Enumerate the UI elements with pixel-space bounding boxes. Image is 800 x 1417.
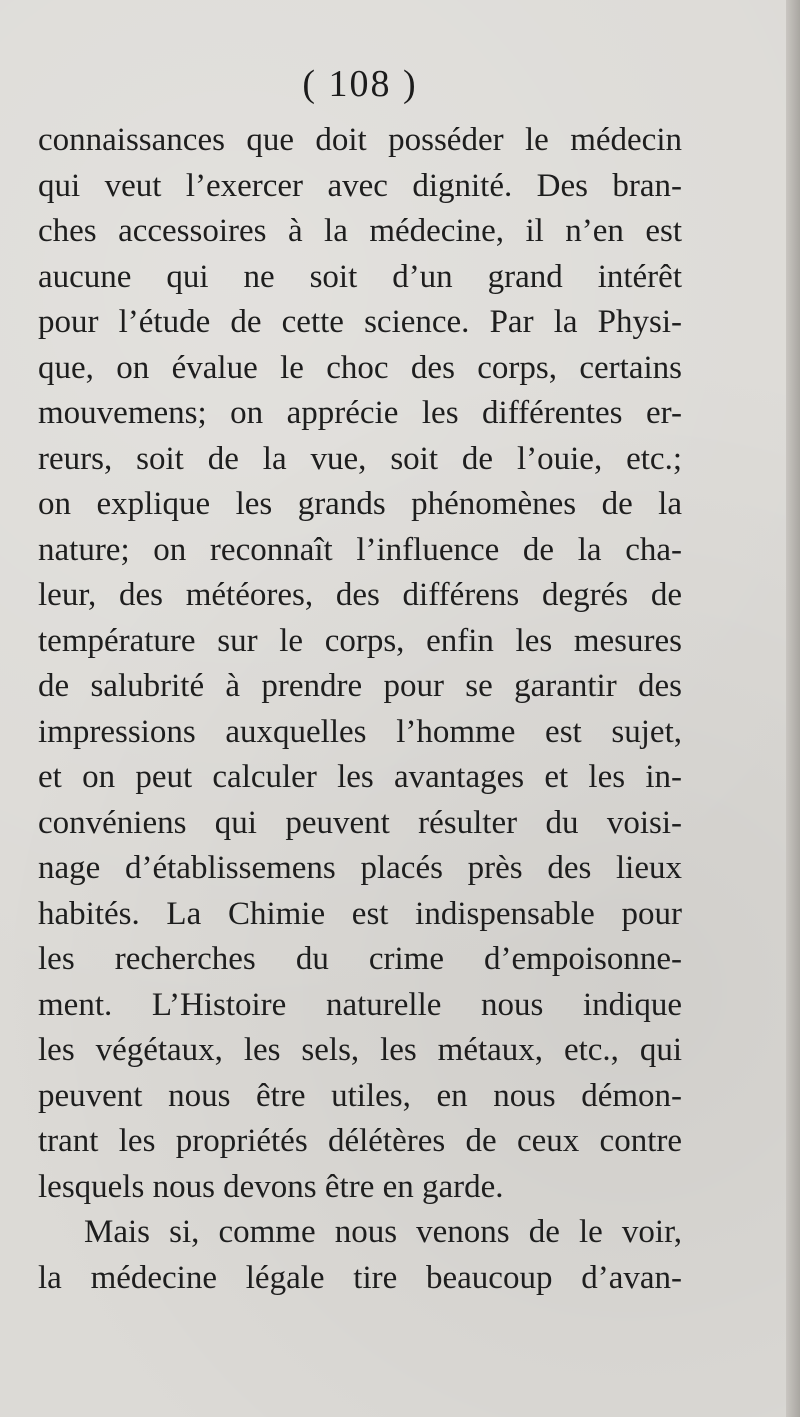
text-line: nature; on reconnaît l’influence de la cha- — [38, 531, 682, 568]
text-line: on explique les grands phénomènes de la — [38, 486, 682, 522]
text-line: peuvent nous être utiles, en nous démon- — [38, 1077, 682, 1114]
text-line: ment. L’Histoire naturelle nous indique — [38, 986, 682, 1023]
text-line: convéniens qui peuvent résulter du voisi- — [38, 804, 682, 841]
body-text — [38, 118, 682, 1301]
text-line: trant les propriétés délétères de ceux contre — [38, 1123, 682, 1159]
text-line: Mais si, comme nous venons de le voir, — [84, 1214, 682, 1250]
text-line: lesquels nous devons être en garde. — [38, 1168, 504, 1205]
text-line: aucune qui ne soit d’un grand intérêt — [38, 258, 682, 295]
text-line: de salubrité à prendre pour se garantir des — [38, 668, 682, 704]
text-line: les recherches du crime d’empoisonne- — [38, 941, 682, 977]
text-line: la médecine légale tire beaucoup d’avan- — [38, 1259, 682, 1296]
page-edge — [786, 0, 800, 1417]
text-line: les végétaux, les sels, les métaux, etc., qui — [38, 1032, 682, 1068]
text-line: leur, des météores, des différens degrés de — [38, 577, 682, 613]
text-line: habités. La Chimie est indispensable pour — [38, 895, 682, 932]
text-line: reurs, soit de la vue, soit de l’ouie, etc.; — [38, 440, 682, 477]
text-line: nage d’établissemens placés près des lieux — [38, 850, 682, 886]
page-number: ( 108 ) — [302, 63, 418, 105]
text-line: et on peut calculer les avantages et les in- — [38, 759, 682, 795]
text-line: qui veut l’exercer avec dignité. Des bran- — [38, 167, 682, 204]
text-line: pour l’étude de cette science. Par la Physi- — [38, 304, 682, 340]
text-line: que, on évalue le choc des corps, certains — [38, 349, 682, 386]
text-line: connaissances que doit posséder le médecin — [38, 122, 682, 158]
text-line: impressions auxquelles l’homme est sujet, — [38, 713, 682, 750]
text-line: ches accessoires à la médecine, il n’en est — [38, 213, 682, 249]
text-line: température sur le corps, enfin les mesures — [38, 622, 682, 659]
text-line: mouvemens; on apprécie les différentes er- — [38, 395, 682, 431]
